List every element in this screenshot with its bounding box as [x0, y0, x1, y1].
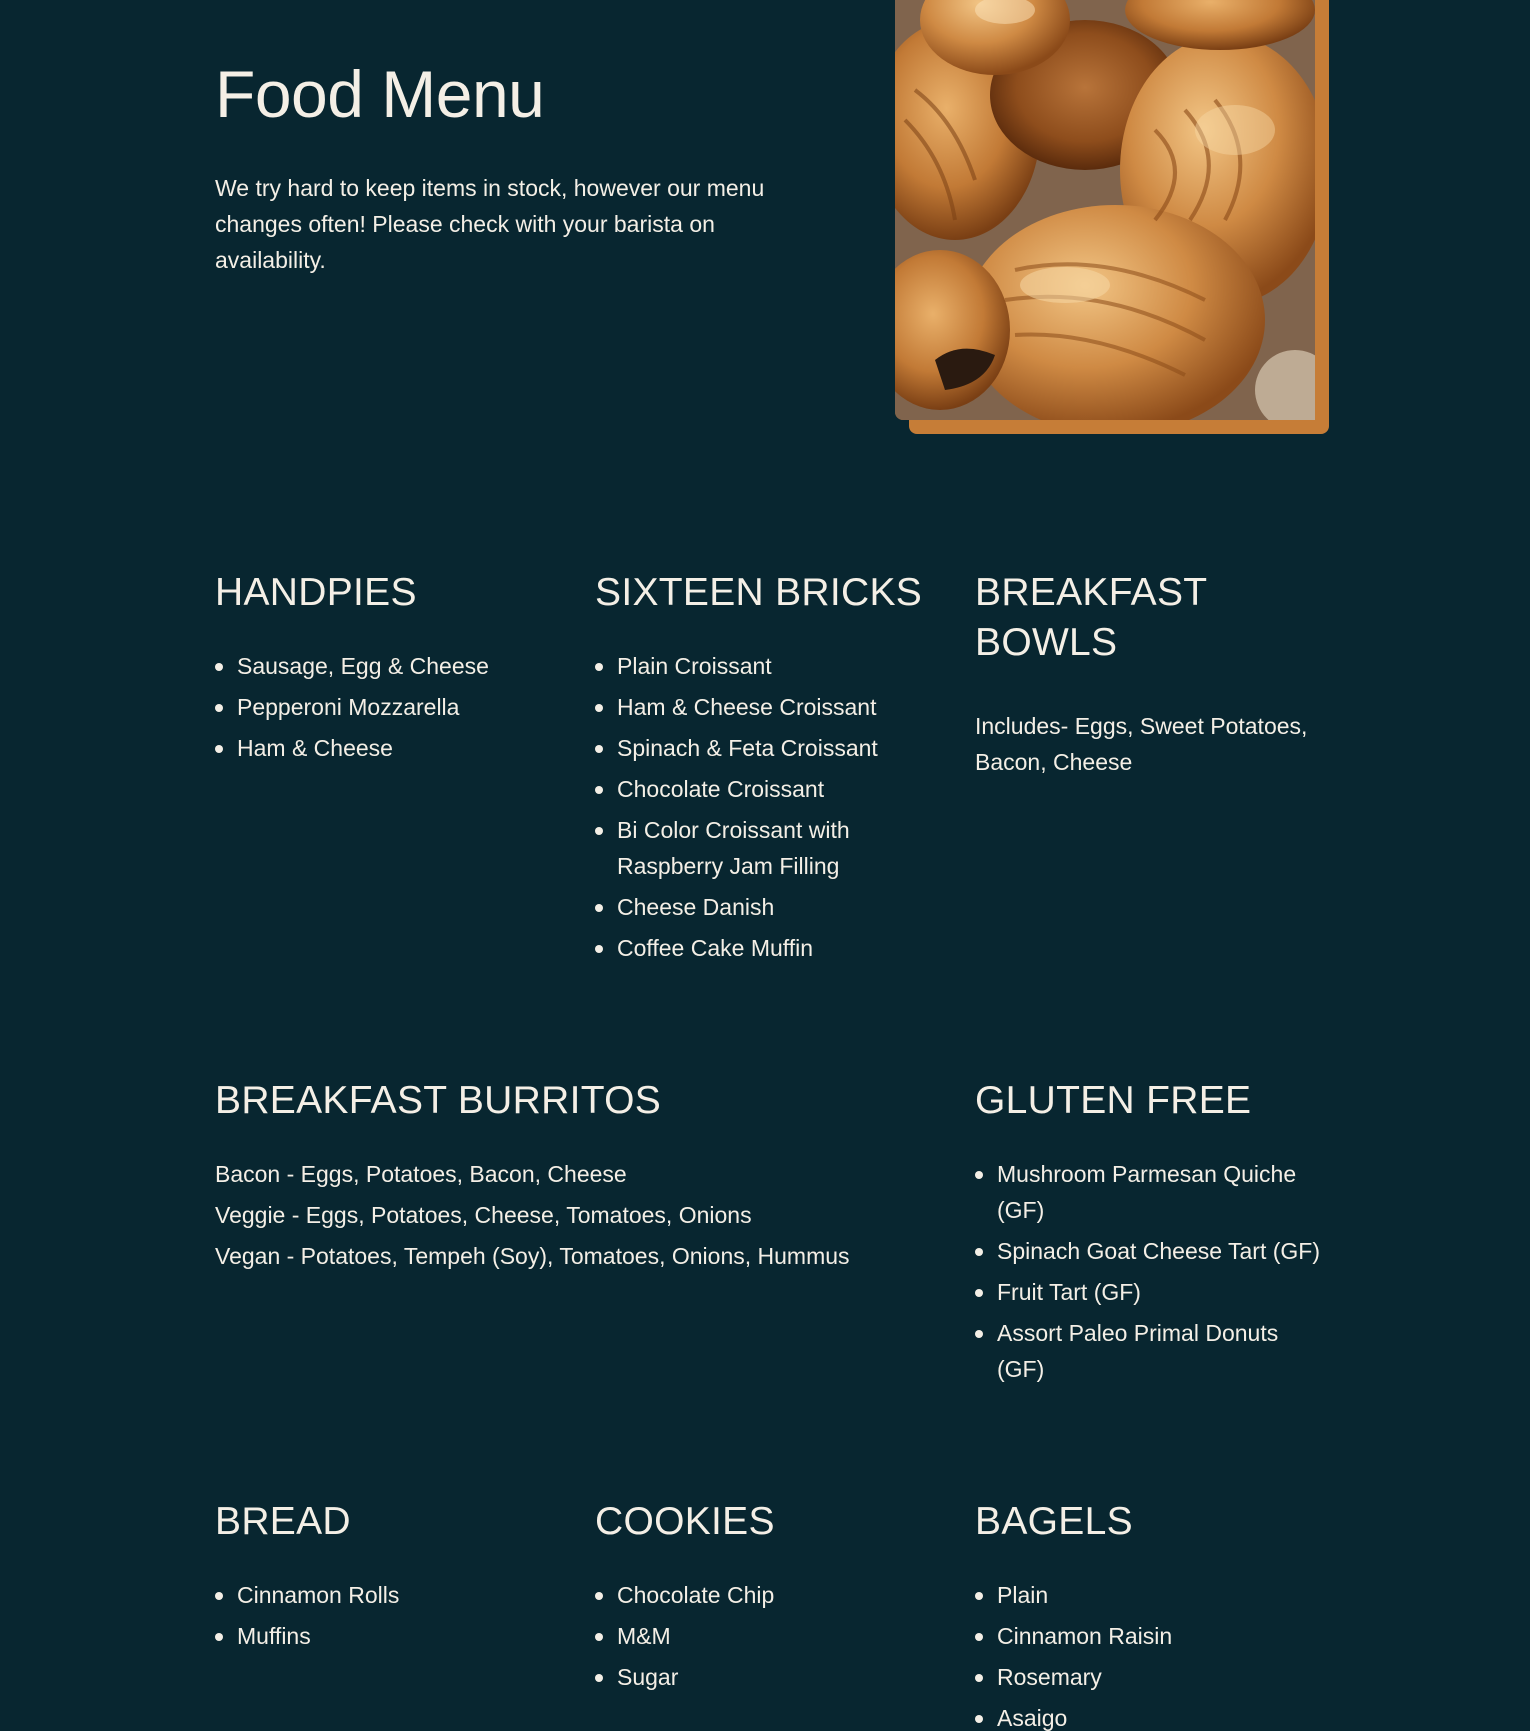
page-title: Food Menu	[215, 57, 545, 131]
list-item: Rosemary	[975, 1659, 1315, 1695]
list-item: Sausage, Egg & Cheese	[215, 648, 575, 684]
bagels-list	[975, 1577, 1315, 1731]
sixteen-bricks-list	[595, 648, 925, 966]
list-item: Spinach & Feta Croissant	[595, 730, 925, 766]
list-item: Sugar	[595, 1659, 935, 1695]
list-item: Coffee Cake Muffin	[595, 930, 925, 966]
list-item: Mushroom Parmesan Quiche (GF)	[975, 1156, 1330, 1228]
section-breakfast-burritos	[215, 1076, 915, 1279]
list-item: Bi Color Croissant with Raspberry Jam Filling	[595, 812, 925, 884]
section-gluten-free	[975, 1076, 1330, 1392]
intro-text: We try hard to keep items in stock, however our menu changes often! Please check with your barista on availability.	[215, 175, 765, 273]
list-item: Cheese Danish	[595, 889, 925, 925]
breakfast-bowls-description: Includes- Eggs, Sweet Potatoes, Bacon, Cheese	[975, 713, 1308, 775]
list-item: Cinnamon Raisin	[975, 1618, 1315, 1654]
section-heading: BAGELS	[975, 1500, 1133, 1543]
section-heading: BREAKFAST BURRITOS	[215, 1079, 662, 1122]
burrito-line: Veggie - Eggs, Potatoes, Cheese, Tomatoes, Onions	[215, 1202, 752, 1228]
list-item: Ham & Cheese Croissant	[595, 689, 925, 725]
section-bread	[215, 1497, 555, 1659]
list-item: Pepperoni Mozzarella	[215, 689, 575, 725]
pastries-photo	[895, 0, 1315, 420]
list-item: Spinach Goat Cheese Tart (GF)	[975, 1233, 1330, 1269]
cookies-list	[595, 1577, 935, 1695]
list-item: Cinnamon Rolls	[215, 1577, 555, 1613]
section-heading: SIXTEEN BRICKS	[595, 571, 923, 614]
list-item: Fruit Tart (GF)	[975, 1274, 1330, 1310]
section-sixteen-bricks	[595, 568, 925, 971]
list-item: M&M	[595, 1618, 935, 1654]
section-cookies	[595, 1497, 935, 1700]
list-item: Plain	[975, 1577, 1315, 1613]
hero-image	[895, 0, 1329, 434]
list-item: Chocolate Croissant	[595, 771, 925, 807]
section-bagels	[975, 1497, 1315, 1731]
list-item: Asaigo	[975, 1700, 1315, 1731]
section-heading: BREAD	[215, 1500, 351, 1543]
section-heading: HANDPIES	[215, 571, 417, 614]
section-breakfast-bowls	[975, 568, 1325, 785]
breakfast-burritos-list	[215, 1156, 915, 1274]
burrito-line: Vegan - Potatoes, Tempeh (Soy), Tomatoes, Onions, Hummus	[215, 1243, 850, 1269]
list-item: Ham & Cheese	[215, 730, 575, 766]
section-heading: GLUTEN FREE	[975, 1079, 1252, 1122]
list-item: Assort Paleo Primal Donuts (GF)	[975, 1315, 1330, 1387]
pastries-photo-art	[895, 0, 1315, 420]
list-item: Muffins	[215, 1618, 555, 1654]
burrito-line: Bacon - Eggs, Potatoes, Bacon, Cheese	[215, 1161, 627, 1187]
section-heading: BREAKFAST BOWLS	[975, 571, 1207, 664]
list-item: Chocolate Chip	[595, 1577, 935, 1613]
handpies-list	[215, 648, 575, 766]
bread-list	[215, 1577, 555, 1654]
gluten-free-list	[975, 1156, 1330, 1387]
section-handpies	[215, 568, 575, 771]
list-item: Plain Croissant	[595, 648, 925, 684]
section-heading: COOKIES	[595, 1500, 775, 1543]
